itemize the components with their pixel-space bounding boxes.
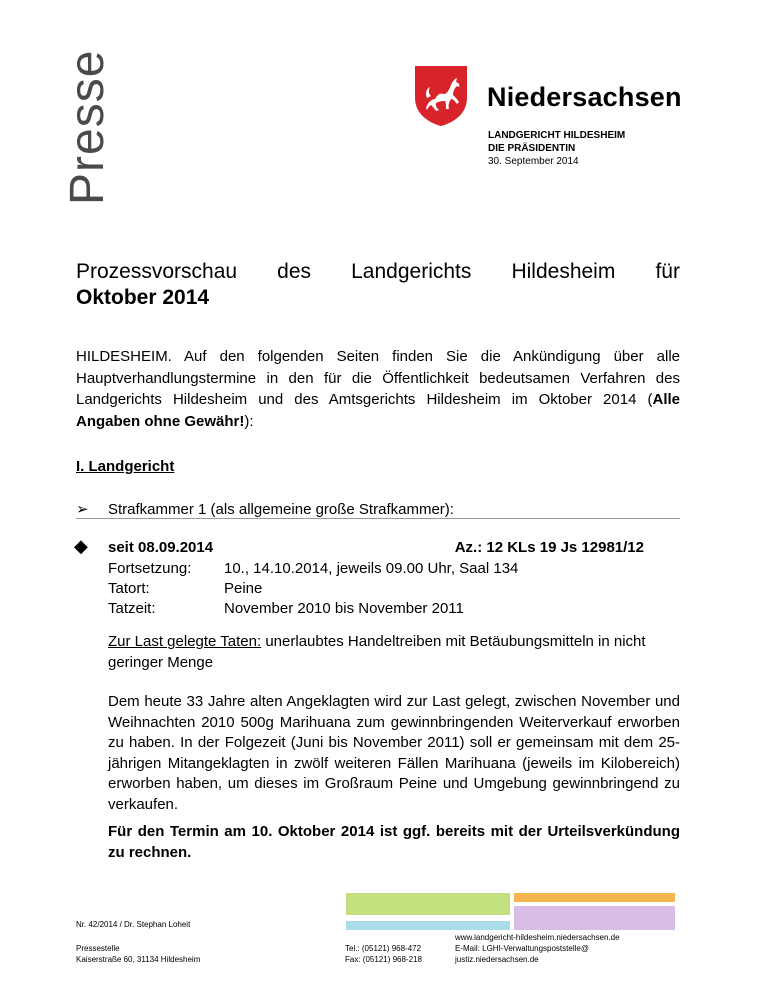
disclaimer: Alle Angaben ohne Gewähr! bbox=[76, 391, 680, 430]
case-detail-key: Fortsetzung: bbox=[108, 560, 192, 577]
footer-office: Pressestelle bbox=[76, 944, 120, 953]
case-header bbox=[108, 539, 644, 556]
footer-color-block bbox=[514, 893, 675, 902]
case-detail-key: Tatort: bbox=[108, 580, 150, 597]
verdict-note: Für den Termin am 10. Oktober 2014 ist ggf. bereits mit der Urteilsverkündung zu rechnen. bbox=[108, 823, 680, 861]
divider bbox=[76, 518, 680, 519]
section-heading: I. Landgericht bbox=[76, 458, 175, 475]
footer-website[interactable]: www.landgericht-hildesheim.niedersachsen.de bbox=[455, 933, 620, 942]
footer-color-block bbox=[346, 893, 510, 915]
footer-color-block bbox=[514, 906, 675, 930]
case-detail-row bbox=[108, 560, 518, 577]
arrow-bullet-icon: ➢ bbox=[76, 501, 89, 518]
footer-street: Kaiserstraße 60, 31134 Hildesheim bbox=[76, 955, 201, 964]
title-word: Landgerichts bbox=[351, 260, 472, 283]
footer-phone bbox=[345, 943, 422, 965]
case-detail-key: Tatzeit: bbox=[108, 600, 156, 617]
case-detail-row bbox=[108, 580, 262, 597]
case-description: Dem heute 33 Jahre alten Angeklagten wird zur Last gelegt, zwischen November und Weihnachten 2010 500g Marihuana zum gewinnbringenden Weiterverkauf erworben zu haben. In der Folgezeit (Juni bis November 2011) soll er gemeinsam mit dem 25-jährigen Mitangeklagten in zwölf weiteren Fällen Marihuana (jeweils im Kilobereich) erworben haben, um dieses im Großraum Peine und Umgebung gewinnbringend zu verkaufen. bbox=[108, 693, 680, 813]
footer-email-domain[interactable]: justiz.niedersachsen.de bbox=[455, 955, 539, 964]
case-detail-value: 10., 14.10.2014, jeweils 09.00 Uhr, Saal 134 bbox=[224, 560, 519, 577]
case-since: seit 08.09.2014 bbox=[108, 539, 214, 556]
title-word: Hildesheim bbox=[511, 260, 616, 283]
intro-text: HILDESHEIM. Auf den folgenden Seiten finden Sie die Ankündigung über alle Hauptverhandlungstermine in den für die Öffentlichkeit bedeutsamen Verfahren des Landgerichts Hildesheim und des Amtsgerichts Hildesheim im Oktober 2014 ( bbox=[76, 348, 680, 408]
charges-paragraph bbox=[108, 631, 680, 673]
diamond-bullet-icon: ◆ bbox=[74, 536, 88, 556]
intro-paragraph bbox=[76, 346, 680, 432]
footer-fax: Fax: (05121) 968-218 bbox=[345, 955, 422, 964]
footer-address bbox=[76, 943, 200, 965]
charges-label: Zur Last gelegte Taten: bbox=[108, 633, 262, 650]
footer-tel: Tel.: (05121) 968-472 bbox=[345, 944, 422, 953]
charges-text: unerlaubtes Handeltreiben mit Betäubungsmitteln in nicht geringer Menge bbox=[108, 633, 646, 671]
footer-color-block bbox=[346, 921, 510, 930]
brand-name: Niedersachsen bbox=[487, 82, 682, 112]
case-detail-value: Peine bbox=[224, 580, 263, 597]
footer-email[interactable]: E-Mail: LGHI-Verwaltungspoststelle@ bbox=[455, 944, 589, 953]
title-word: Prozessvorschau bbox=[76, 260, 238, 283]
court-office: DIE PRÄSIDENTIN bbox=[488, 143, 576, 154]
case-reference: Az.: 12 KLs 19 Js 12981/12 bbox=[454, 539, 644, 556]
footer-number: Nr. 42/2014 / Dr. Stephan Loheit bbox=[76, 920, 191, 929]
intro-end: ): bbox=[244, 412, 254, 430]
court-name: LANDGERICHT HILDESHEIM bbox=[488, 130, 626, 141]
case-detail-row bbox=[108, 600, 464, 617]
presse-label: Presse bbox=[61, 49, 114, 205]
chamber-label: Strafkammer 1 (als allgemeine große Strafkammer): bbox=[108, 501, 454, 518]
title-word: des bbox=[277, 260, 312, 283]
press-date: 30. September 2014 bbox=[488, 156, 579, 167]
title-word: für bbox=[655, 260, 680, 283]
court-heading bbox=[488, 129, 625, 155]
niedersachsen-horse-logo bbox=[413, 64, 469, 128]
document-title bbox=[76, 260, 680, 284]
footer-contact bbox=[455, 932, 620, 965]
case-detail-value: November 2010 bis November 2011 bbox=[224, 600, 464, 617]
document-title-month: Oktober 2014 bbox=[76, 286, 210, 309]
